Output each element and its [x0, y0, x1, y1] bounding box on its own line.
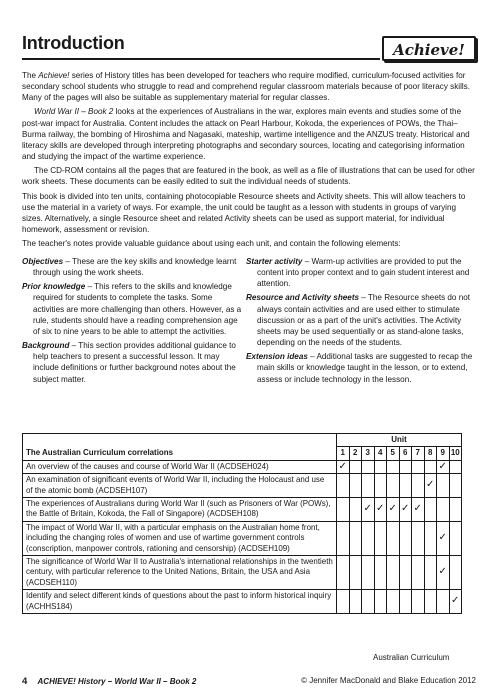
- check-mark-icon: ✓: [337, 460, 350, 473]
- unit-number: 7: [412, 447, 425, 460]
- check-mark-icon: ✓: [424, 474, 437, 498]
- element-background: [22, 340, 242, 385]
- check-mark-icon: ✓: [437, 460, 450, 473]
- intro-text: [22, 70, 476, 252]
- unit-cell: [349, 460, 362, 473]
- unit-cell: [449, 460, 462, 473]
- unit-cell: [374, 474, 387, 498]
- element-term: Prior knowledge: [22, 282, 86, 292]
- element-term: Objectives: [22, 257, 64, 266]
- intro-paragraph-2: [22, 106, 476, 162]
- unit-cell: [437, 474, 450, 498]
- unit-cell: [349, 590, 362, 614]
- intro-paragraph-5: The teacher's notes provide valuable guidance about using each unit, and contain the following elements:: [22, 239, 401, 249]
- unit-cell: [412, 590, 425, 614]
- unit-cell: [387, 521, 400, 555]
- curriculum-descriptor: The impact of World War II, with a particular emphasis on the Australian home front, including the changing roles of women and use of wartime government controls (conscription, manpower controls, rationing and censorship) (ACDSEH109): [23, 521, 337, 555]
- unit-cell: [412, 474, 425, 498]
- correlations-body: [23, 460, 462, 613]
- unit-cell: [387, 474, 400, 498]
- element-prior-knowledge: [22, 281, 242, 337]
- check-mark-icon: ✓: [399, 498, 412, 522]
- element-desc: – This refers to the skills and knowledge required for students to complete the tasks. Some activities are more challenging than others. However, as a rule, students should have a reading comprehension age of six to nine years to be able to attempt the activities.: [33, 282, 242, 336]
- unit-number: 9: [437, 447, 450, 460]
- achieve-logo: Achieve!: [382, 36, 476, 61]
- unit-cell: [362, 474, 375, 498]
- unit-cell: [424, 498, 437, 522]
- book-name: World War II – Book 2: [34, 107, 114, 117]
- intro-paragraph-1-lead: The: [22, 71, 39, 80]
- check-mark-icon: ✓: [437, 556, 450, 590]
- curriculum-descriptor: The significance of World War II to Australia's international relationships in the twentieth century, with particular reference to the United Nations, Britain, the USA and Asia (ACDSEH110): [23, 556, 337, 590]
- elements-left-column: [22, 256, 242, 388]
- unit-cell: [337, 474, 350, 498]
- unit-cell: [449, 556, 462, 590]
- unit-cell: [374, 556, 387, 590]
- curriculum-descriptor: The experiences of Australians during World War II (such as Prisoners of War (POWs), the Battle of Britain, Kokoda, the Fall of Singapore) (ACDSEH108): [23, 498, 337, 522]
- unit-number: 3: [362, 447, 375, 460]
- curriculum-correlations-table: [22, 433, 462, 614]
- elements-right-column: [246, 256, 476, 388]
- intro-paragraph-1-rest: series of History titles has been developed for teachers who require modified, curriculum-focused activities for secondary school students who struggle to read and comprehend regular classroom materials because of poor literacy skills. Many of the pages will also be suitable as supplementary material for regular classes.: [22, 71, 471, 103]
- element-extension-ideas: [246, 351, 476, 384]
- book-title: ACHIEVE! History – World War II – Book 2: [37, 677, 197, 686]
- unit-cell: [449, 521, 462, 555]
- unit-cell: [437, 498, 450, 522]
- unit-cell: [387, 460, 400, 473]
- unit-cell: [424, 521, 437, 555]
- page-title: Introduction: [22, 33, 125, 53]
- table-row: [23, 556, 462, 590]
- unit-cell: [337, 590, 350, 614]
- unit-cell: [387, 590, 400, 614]
- title-rule: [22, 58, 380, 60]
- unit-cell: [349, 474, 362, 498]
- unit-cell: [399, 474, 412, 498]
- unit-cell: [424, 590, 437, 614]
- unit-cell: [374, 590, 387, 614]
- unit-cell: [387, 556, 400, 590]
- check-mark-icon: ✓: [362, 498, 375, 522]
- unit-number: 10: [449, 447, 462, 460]
- element-desc: – Warm-up activities are provided to put the content into proper context and to gain student interest and attention.: [257, 257, 470, 289]
- unit-cell: [424, 556, 437, 590]
- intro-paragraph-4: This book is divided into ten units, containing photocopiable Resource sheets and Activity sheets. This will allow teachers to use the material in a variety of ways. For example, the unit could be taught as a lesson with students in groups of varying sizes. Alternatively, a single Resource sheet and related Activity sheets can be used as support material, for individual homework, assessment or revision.: [22, 191, 466, 235]
- unit-cell: [374, 521, 387, 555]
- element-resource-activity-sheets: [246, 292, 476, 348]
- unit-cell: [412, 460, 425, 473]
- element-desc: – This section provides additional guidance to help teachers to present a successful lesson. It may include definitions or further background notes about the subject matter.: [33, 341, 236, 384]
- element-objectives: [22, 256, 242, 278]
- table-header-row: [23, 434, 462, 447]
- unit-number: 1: [337, 447, 350, 460]
- unit-number: 8: [424, 447, 437, 460]
- series-name: Achieve!: [38, 71, 70, 80]
- element-term: Extension ideas: [246, 352, 308, 362]
- unit-number: 2: [349, 447, 362, 460]
- unit-cell: [399, 590, 412, 614]
- intro-paragraph-2-rest: looks at the experiences of Australians in the war, explores main events and studies some of the post-war impact for Australia. Content includes the attack on Pearl Harbour, Kokoda, the experiences of POWs, the Thai–Burma railway, the bombing of Hiroshima and Nagasaki, mateship, wartime intelligence and the ANZUS treaty. Historical and literacy skills are developed through interpreting photographs and secondary sources, locating and categorising information and studying the impact of the wartime experience.: [22, 107, 470, 162]
- check-mark-icon: ✓: [374, 498, 387, 522]
- unit-cell: [337, 498, 350, 522]
- table-row: [23, 498, 462, 522]
- unit-header: Unit: [337, 434, 462, 447]
- copyright: © Jennifer MacDonald and Blake Education 2012: [301, 676, 476, 685]
- unit-cell: [349, 556, 362, 590]
- element-starter-activity: [246, 256, 476, 289]
- unit-cell: [349, 498, 362, 522]
- element-desc: – These are the key skills and knowledge learnt through using the work sheets.: [33, 257, 237, 278]
- element-term: Starter activity: [246, 257, 303, 266]
- unit-cell: [412, 556, 425, 590]
- unit-cell: [437, 590, 450, 614]
- table-row: [23, 474, 462, 498]
- check-mark-icon: ✓: [449, 590, 462, 614]
- unit-cell: [337, 521, 350, 555]
- unit-number: 6: [399, 447, 412, 460]
- unit-cell: [399, 460, 412, 473]
- element-term: Background: [22, 341, 70, 351]
- element-desc: – Additional tasks are suggested to recap the main skills or knowledge taught in the lesson, or to extend, assess or include technology in the lesson.: [257, 352, 473, 384]
- check-mark-icon: ✓: [387, 498, 400, 522]
- table-row: [23, 521, 462, 555]
- unit-number: 5: [387, 447, 400, 460]
- unit-cell: [362, 460, 375, 473]
- curriculum-descriptor: An overview of the causes and course of World War II (ACDSEH024): [23, 460, 337, 473]
- curriculum-descriptor: Identify and select different kinds of questions about the past to inform historical inquiry (ACHHS184): [23, 590, 337, 614]
- unit-cell: [399, 521, 412, 555]
- unit-cell: [337, 556, 350, 590]
- curriculum-descriptor: An examination of significant events of World War II, including the Holocaust and use of the atomic bomb (ACDSEH107): [23, 474, 337, 498]
- unit-cell: [424, 460, 437, 473]
- unit-cell: [412, 521, 425, 555]
- table-caption: Australian Curriculum: [373, 653, 450, 662]
- unit-cell: [449, 474, 462, 498]
- page-number: 4: [22, 676, 28, 687]
- element-term: Resource and Activity sheets: [246, 293, 360, 303]
- check-mark-icon: ✓: [412, 498, 425, 522]
- intro-paragraph-3: The CD-ROM contains all the pages that are featured in the book, as well as a file of illustrations that can be used for other work sheets. These documents can be easily edited to suit the individual needs of students.: [22, 166, 475, 187]
- unit-cell: [362, 521, 375, 555]
- unit-number: 4: [374, 447, 387, 460]
- table-row: [23, 590, 462, 614]
- unit-cell: [349, 521, 362, 555]
- check-mark-icon: ✓: [437, 521, 450, 555]
- unit-cell: [399, 556, 412, 590]
- unit-cell: [362, 590, 375, 614]
- element-desc: – The Resource sheets do not always contain activities and are used either to stimulate discussion or as a part of the unit's activities. The Activity sheets may be used sequentially or as stand-alone tasks, depending on the needs of the students.: [257, 293, 471, 348]
- unit-cell: [362, 556, 375, 590]
- unit-cell: [449, 498, 462, 522]
- unit-cell: [374, 460, 387, 473]
- page-footer: [22, 676, 476, 687]
- table-row: [23, 460, 462, 473]
- table-title: The Australian Curriculum correlations: [23, 434, 337, 461]
- intro-paragraph-1: [22, 70, 476, 103]
